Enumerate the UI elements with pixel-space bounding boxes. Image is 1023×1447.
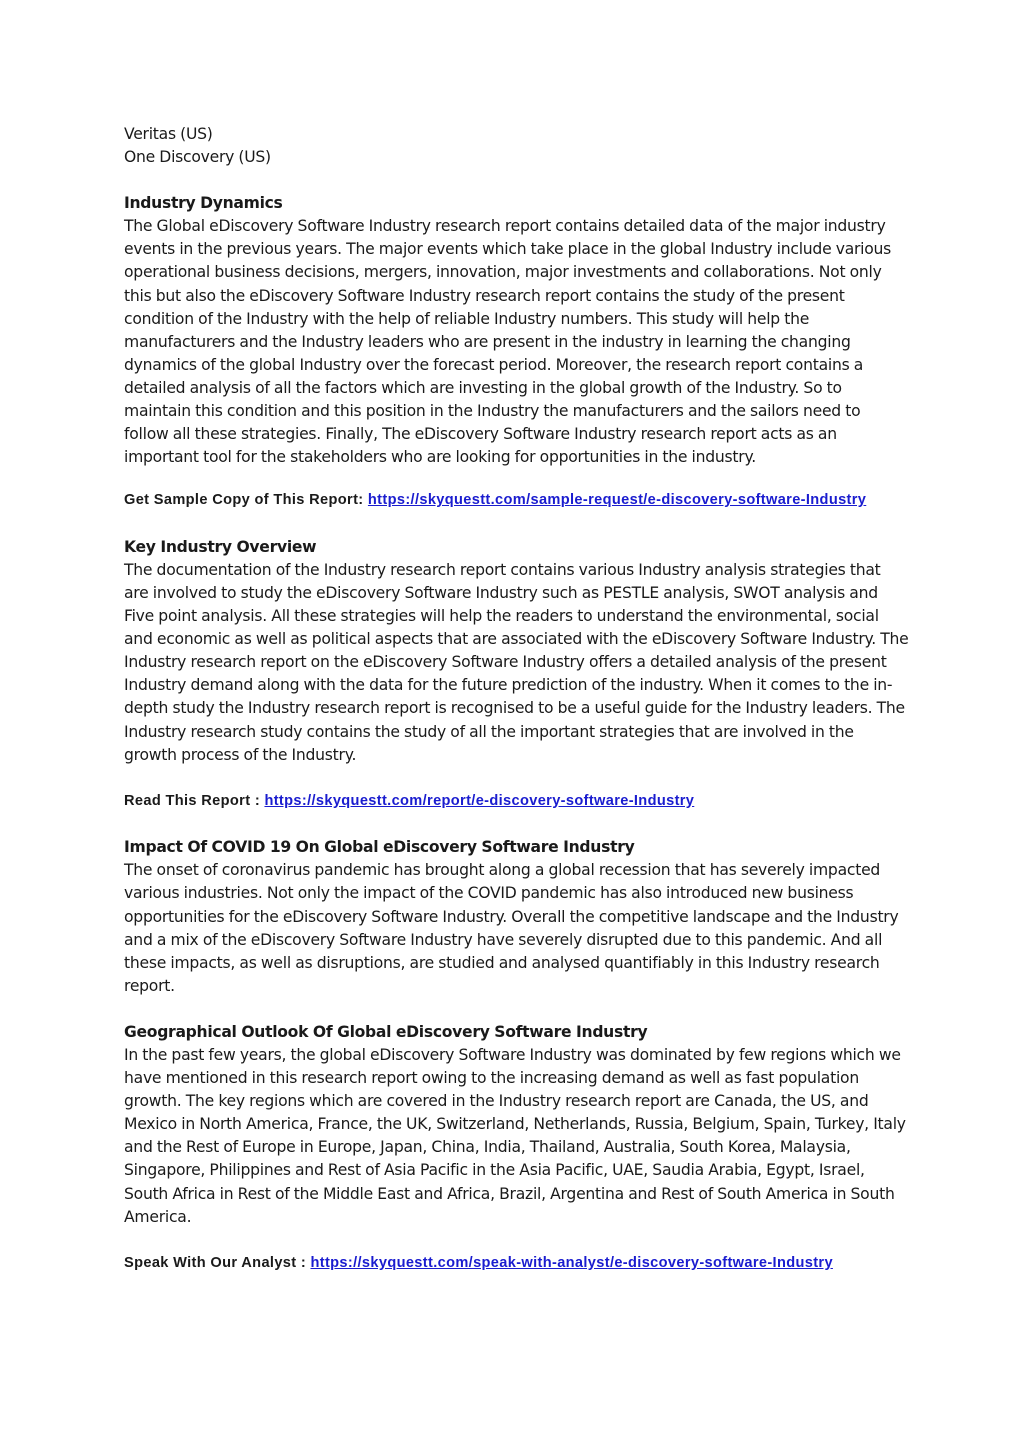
section-body-covid-impact: The onset of coronavirus pandemic has brought along a global recession that has severely impacted various industries. Not only the impact of the COVID pandemic has also introduced new business opportunities for the eDiscovery Software Industry. Overall the competitive landscape and the Industry and a mix of the eDiscovery Software Industry have severely disrupted due to this pandemic. And all these impacts, as well as disruptions, are studied and analysed quantifiably in this Industry research report. [124,861,899,995]
spacer [124,767,909,793]
section-heading-geographical-outlook: Geographical Outlook Of Global eDiscovery Software Industry [124,1022,648,1041]
spacer [124,510,909,536]
spacer [124,1229,909,1255]
speak-analyst-link-block [124,1255,909,1273]
sample-copy-link-block [124,492,909,510]
company-item: Veritas (US) [124,125,213,143]
spacer [124,469,909,492]
read-report-link[interactable]: https://skyquestt.com/report/e-discovery-software-Industry [264,792,695,809]
section-heading-covid-impact: Impact Of COVID 19 On Global eDiscovery Software Industry [124,838,635,857]
document-body [124,123,909,1272]
sample-copy-link[interactable]: https://skyquestt.com/sample-request/e-discovery-software-Industry [367,492,867,509]
read-report-label: Read This Report : [124,792,265,809]
section-body-geographical-outlook: In the past few years, the global eDiscovery Software Industry was dominated by few regions which we have mentioned in this research report owing to the increasing demand as well as fast population growth. The key regions which are covered in the Industry research report are Canada, the US, and Mexico in North America, France, the UK, Switzerland, Netherlands, Russia, Belgium, Spain, Turkey, Italy and the Rest of Europe in Europe, Japan, China, India, Thailand, Australia, South Korea, Malaysia, Singapore, Philippines and Rest of Asia Pacific in the Asia Pacific, UAE, Saudia Arabia, Egypt, Israel, South Africa in Rest of the Middle East and Africa, Brazil, Argentina and Rest of South America in South America. [124,1046,906,1226]
section-heading-key-industry-overview: Key Industry Overview [124,537,317,556]
company-item: One Discovery (US) [124,148,271,167]
speak-analyst-link[interactable]: https://skyquestt.com/speak-with-analyst/e-discovery-software-Industry [310,1254,833,1271]
section-body-industry-dynamics: The Global eDiscovery Software Industry research report contains detailed data of the major industry events in the previous years. The major events which take place in the global Industry include various operational business decisions, mergers, innovation, major investments and collaborations. Not only this but also the eDiscovery Software Industry research report contains the study of the present condition of the Industry with the help of reliable Industry numbers. This study will help the manufacturers and the Industry leaders who are present in the industry in learning the changing dynamics of the global Industry over the forecast period. Moreover, the research report contains a detailed analysis of all the factors which are investing in the global growth of the Industry. So to maintain this condition and this position in the Industry the manufacturers and the sailors need to follow all these strategies. Finally, The eDiscovery Software Industry research report acts as an important tool for the stakeholders who are looking for opportunities in the industry. [124,217,892,467]
spacer [124,169,909,192]
read-report-link-block [124,793,909,811]
sample-copy-label: Get Sample Copy of This Report: [124,492,368,509]
section-body-key-industry-overview: The documentation of the Industry research report contains various Industry analysis strategies that are involved to study the eDiscovery Software Industry such as PESTLE analysis, SWOT analysis and Five point analysis. All these strategies will help the readers to understand the environmental, social and economic as well as political aspects that are associated with the eDiscovery Software Industry. The Industry research report on the eDiscovery Software Industry offers a detailed analysis of the present Industry demand along with the data for the future prediction of the industry. When it comes to the in-depth study the Industry research report is recognised to be a useful guide for the Industry leaders. The Industry research study contains the study of all the important strategies that are involved in the growth process of the Industry. [124,560,909,764]
section-heading-industry-dynamics: Industry Dynamics [124,194,283,213]
spacer [124,998,909,1021]
speak-analyst-label: Speak With Our Analyst : [124,1254,311,1271]
spacer [124,810,909,836]
